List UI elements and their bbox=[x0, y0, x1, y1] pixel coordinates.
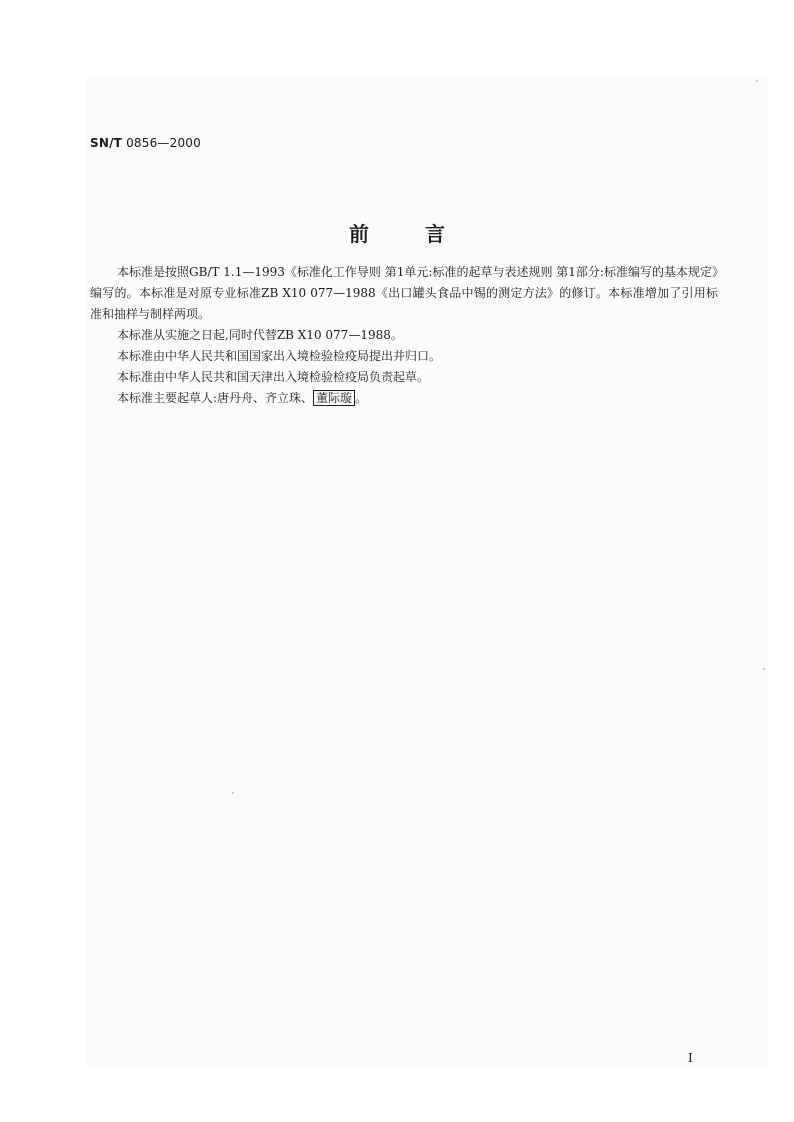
paragraph-basis: 本标准是按照GB/T 1.1—1993《标准化工作导则 第1单元:标准的起草与表述规则 第1部分:标准编写的基本规定》编写的。本标准是对原专业标准ZB X10 077—1988《出口罐头食品中锡的测定方法》的修订。本标准增加了引用标准和抽样与制样两项。 bbox=[90, 265, 718, 321]
paragraph-drafters bbox=[90, 388, 718, 409]
drafters-end-mark: 。 bbox=[355, 391, 368, 405]
boxed-drafter-name: 董际璇 bbox=[313, 390, 355, 406]
scan-speck bbox=[756, 80, 758, 82]
paragraph-drafting-unit: 本标准由中华人民共和国天津出入境检验检疫局负责起草。 bbox=[117, 370, 430, 384]
scan-speck bbox=[232, 792, 234, 794]
drafters-list: 本标准主要起草人:唐丹舟、齐立珠、 bbox=[117, 391, 314, 405]
paragraph-proposer: 本标准由中华人民共和国国家出入境检验检疫局提出并归口。 bbox=[117, 349, 442, 363]
scan-speck bbox=[763, 668, 765, 670]
page-title: 前言 bbox=[349, 222, 501, 246]
foreword-body bbox=[90, 262, 718, 409]
standard-code-prefix: SN/T bbox=[90, 136, 123, 150]
standard-code bbox=[90, 136, 201, 150]
standard-code-number: 0856—2000 bbox=[122, 136, 201, 150]
paragraph-effective-date: 本标准从实施之日起,同时代替ZB X10 077—1988。 bbox=[117, 328, 403, 342]
page-number: I bbox=[688, 1051, 693, 1065]
